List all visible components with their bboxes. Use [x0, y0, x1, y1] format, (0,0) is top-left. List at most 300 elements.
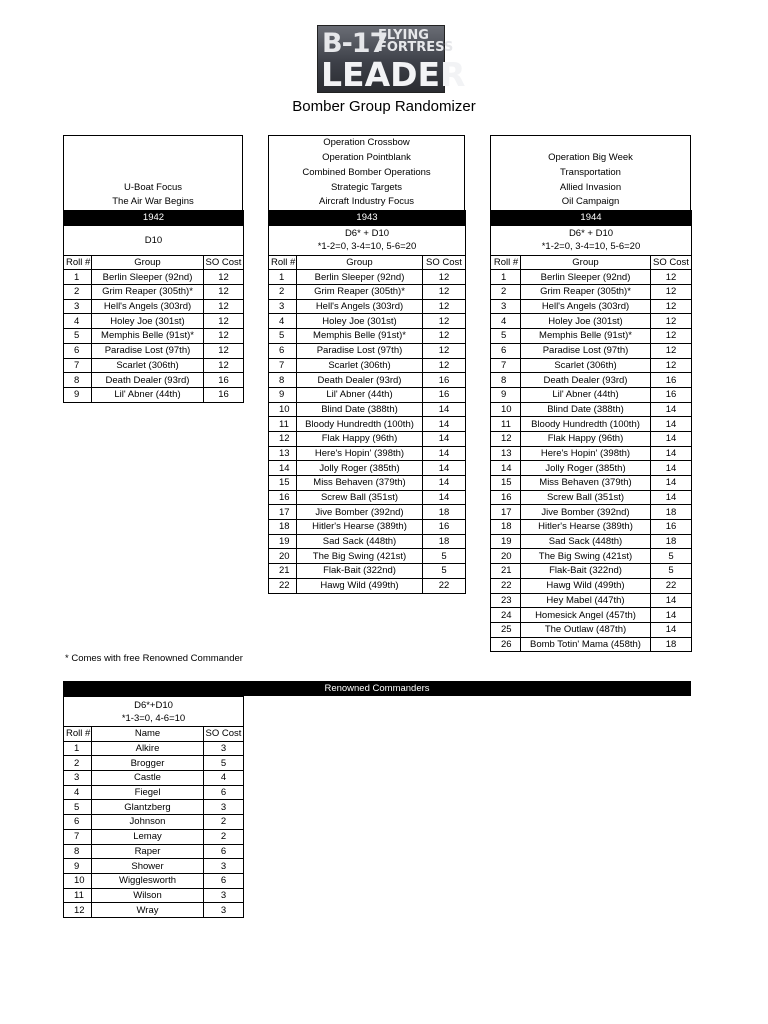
- so-cost: 14: [423, 417, 466, 432]
- roll-number: 11: [64, 888, 92, 903]
- logo-flying-fortress: FLYING FORTRESS: [378, 28, 454, 55]
- ops-1944: [490, 135, 691, 210]
- so-cost: 3: [204, 903, 244, 918]
- table-1944: [490, 210, 692, 652]
- roll-number: 1: [269, 270, 297, 285]
- row-name: Holey Joe (301st): [92, 314, 204, 329]
- row-name: Death Dealer (93rd): [521, 373, 651, 388]
- so-cost: 14: [651, 608, 692, 623]
- row-name: Flak Happy (96th): [521, 431, 651, 446]
- table-row: [64, 815, 244, 830]
- roll-number: 9: [491, 387, 521, 402]
- roll-number: 6: [269, 343, 297, 358]
- row-name: Bloody Hundredth (100th): [297, 417, 423, 432]
- row-name: Flak-Bait (322nd): [521, 564, 651, 579]
- dice-line: *1-2=0, 3-4=10, 5-6=20: [541, 241, 641, 253]
- row-name: Jolly Roger (385th): [521, 461, 651, 476]
- roll-number: 11: [491, 417, 521, 432]
- roll-number: 6: [64, 815, 92, 830]
- so-cost: 12: [423, 358, 466, 373]
- roll-number: 26: [491, 637, 521, 652]
- so-cost: 12: [651, 329, 692, 344]
- row-name: Jive Bomber (392nd): [297, 505, 423, 520]
- dice-row: [491, 225, 692, 255]
- roll-number: 9: [64, 859, 92, 874]
- dice-row: [269, 225, 466, 255]
- so-cost: 6: [204, 785, 244, 800]
- row-name: Hell's Angels (303rd): [297, 299, 423, 314]
- so-cost: 3: [204, 859, 244, 874]
- roll-number: 9: [64, 387, 92, 402]
- row-name: Here's Hopin' (398th): [521, 446, 651, 461]
- so-cost: 12: [204, 270, 244, 285]
- year-row: [269, 211, 466, 226]
- so-cost: 16: [423, 387, 466, 402]
- year-label: 1943: [269, 211, 466, 226]
- row-name: Raper: [92, 844, 204, 859]
- so-cost: 14: [651, 417, 692, 432]
- so-cost: 14: [651, 431, 692, 446]
- table-row: [491, 329, 692, 344]
- so-cost: 5: [651, 564, 692, 579]
- so-cost: 2: [204, 815, 244, 830]
- table-row: [64, 373, 244, 388]
- roll-number: 4: [269, 314, 297, 329]
- so-cost: 18: [651, 505, 692, 520]
- table-row: [269, 446, 466, 461]
- col-header-name: Name: [92, 727, 204, 742]
- logo-b17: B-17: [322, 28, 388, 59]
- table-row: [491, 549, 692, 564]
- roll-number: 21: [269, 564, 297, 579]
- col-header-cost: SO Cost: [204, 727, 244, 742]
- row-name: Blind Date (388th): [521, 402, 651, 417]
- row-name: Hitler's Hearse (389th): [521, 520, 651, 535]
- operation-label: The Air War Begins: [112, 196, 194, 208]
- roll-number: 19: [269, 534, 297, 549]
- roll-number: 12: [491, 431, 521, 446]
- roll-number: 1: [491, 270, 521, 285]
- so-cost: 16: [204, 373, 244, 388]
- so-cost: 5: [651, 549, 692, 564]
- row-name: Sad Sack (448th): [521, 534, 651, 549]
- row-name: Berlin Sleeper (92nd): [297, 270, 423, 285]
- so-cost: 16: [423, 373, 466, 388]
- roll-number: 21: [491, 564, 521, 579]
- table-row: [269, 578, 466, 593]
- table-row: [269, 387, 466, 402]
- row-name: Paradise Lost (97th): [297, 343, 423, 358]
- table-row: [64, 771, 244, 786]
- so-cost: 12: [423, 270, 466, 285]
- so-cost: 14: [651, 461, 692, 476]
- roll-number: 3: [64, 299, 92, 314]
- so-cost: 14: [651, 476, 692, 491]
- roll-number: 16: [269, 490, 297, 505]
- dice-line: *1-3=0, 4-6=10: [121, 712, 186, 724]
- roll-number: 16: [491, 490, 521, 505]
- header-row: [64, 727, 244, 742]
- roll-number: 19: [491, 534, 521, 549]
- table-row: [64, 299, 244, 314]
- so-cost: 14: [423, 490, 466, 505]
- table-row: [491, 373, 692, 388]
- so-cost: 12: [651, 285, 692, 300]
- roll-number: 13: [269, 446, 297, 461]
- so-cost: 12: [423, 285, 466, 300]
- roll-number: 9: [269, 387, 297, 402]
- row-name: Jolly Roger (385th): [297, 461, 423, 476]
- logo-leader: LEADER: [321, 55, 466, 94]
- year-label: 1942: [64, 211, 244, 226]
- table-row: [491, 417, 692, 432]
- col-header-cost: SO Cost: [651, 255, 692, 270]
- roll-number: 5: [64, 800, 92, 815]
- row-name: Brogger: [92, 756, 204, 771]
- row-name: Fiegel: [92, 785, 204, 800]
- row-name: Hitler's Hearse (389th): [297, 520, 423, 535]
- row-name: Shower: [92, 859, 204, 874]
- roll-number: 10: [269, 402, 297, 417]
- so-cost: 14: [651, 593, 692, 608]
- so-cost: 5: [423, 564, 466, 579]
- table-row: [64, 888, 244, 903]
- header-row: [64, 255, 244, 270]
- row-name: Wilson: [92, 888, 204, 903]
- so-cost: 14: [651, 402, 692, 417]
- roll-number: 4: [491, 314, 521, 329]
- table-row: [491, 314, 692, 329]
- table-row: [491, 593, 692, 608]
- so-cost: 12: [204, 285, 244, 300]
- so-cost: 2: [204, 829, 244, 844]
- row-name: Here's Hopin' (398th): [297, 446, 423, 461]
- col-header-group: Group: [297, 255, 423, 270]
- table-row: [64, 829, 244, 844]
- so-cost: 12: [204, 358, 244, 373]
- col-header-roll: Roll #: [64, 727, 92, 742]
- so-cost: 12: [423, 329, 466, 344]
- row-name: The Big Swing (421st): [297, 549, 423, 564]
- row-name: Hell's Angels (303rd): [521, 299, 651, 314]
- row-name: Memphis Belle (91st)*: [521, 329, 651, 344]
- table-row: [64, 859, 244, 874]
- roll-number: 4: [64, 314, 92, 329]
- table-commanders: [63, 696, 244, 918]
- col-header-roll: Roll #: [269, 255, 297, 270]
- roll-number: 15: [269, 476, 297, 491]
- dice-line: D10: [144, 234, 163, 246]
- table-row: [491, 622, 692, 637]
- roll-number: 8: [64, 373, 92, 388]
- so-cost: 12: [204, 299, 244, 314]
- row-name: Paradise Lost (97th): [92, 343, 204, 358]
- so-cost: 22: [423, 578, 466, 593]
- row-name: Holey Joe (301st): [297, 314, 423, 329]
- operation-label: Strategic Targets: [330, 181, 403, 193]
- operation-label: Operation Crossbow: [323, 137, 410, 149]
- roll-number: 14: [269, 461, 297, 476]
- col-header-group: Group: [92, 255, 204, 270]
- roll-number: 23: [491, 593, 521, 608]
- so-cost: 12: [204, 329, 244, 344]
- row-name: The Outlaw (487th): [521, 622, 651, 637]
- row-name: Grim Reaper (305th)*: [92, 285, 204, 300]
- row-name: Holey Joe (301st): [521, 314, 651, 329]
- row-name: Wigglesworth: [92, 873, 204, 888]
- roll-number: 1: [64, 741, 92, 756]
- ops-1943: [268, 135, 465, 210]
- roll-number: 8: [491, 373, 521, 388]
- table-row: [64, 800, 244, 815]
- so-cost: 12: [651, 358, 692, 373]
- row-name: Screw Ball (351st): [297, 490, 423, 505]
- roll-number: 5: [64, 329, 92, 344]
- row-name: Lil' Abner (44th): [297, 387, 423, 402]
- table-row: [269, 417, 466, 432]
- dice-row: [64, 697, 244, 727]
- dice-cell: [64, 697, 244, 727]
- operation-label: Transportation: [560, 166, 621, 178]
- table-row: [269, 299, 466, 314]
- table-row: [491, 608, 692, 623]
- row-name: Berlin Sleeper (92nd): [92, 270, 204, 285]
- table-row: [491, 578, 692, 593]
- so-cost: 12: [651, 314, 692, 329]
- roll-number: 17: [491, 505, 521, 520]
- operation-label: Aircraft Industry Focus: [318, 196, 415, 208]
- table-row: [269, 564, 466, 579]
- operation-label: Oil Campaign: [561, 196, 620, 208]
- table-row: [269, 285, 466, 300]
- ops-1942: [63, 135, 243, 210]
- so-cost: 14: [423, 431, 466, 446]
- table-row: [64, 329, 244, 344]
- table-row: [64, 343, 244, 358]
- so-cost: 12: [204, 314, 244, 329]
- roll-number: 5: [491, 329, 521, 344]
- table-row: [491, 461, 692, 476]
- row-name: Lemay: [92, 829, 204, 844]
- roll-number: 3: [64, 771, 92, 786]
- table-row: [64, 387, 244, 402]
- dice-line: D6* + D10: [344, 228, 390, 240]
- row-name: Hey Mabel (447th): [521, 593, 651, 608]
- row-name: Alkire: [92, 741, 204, 756]
- row-name: Death Dealer (93rd): [92, 373, 204, 388]
- table-row: [269, 270, 466, 285]
- row-name: Memphis Belle (91st)*: [297, 329, 423, 344]
- so-cost: 12: [423, 314, 466, 329]
- so-cost: 4: [204, 771, 244, 786]
- roll-number: 3: [491, 299, 521, 314]
- roll-number: 5: [269, 329, 297, 344]
- row-name: Memphis Belle (91st)*: [92, 329, 204, 344]
- table-row: [491, 534, 692, 549]
- table-row: [64, 741, 244, 756]
- roll-number: 24: [491, 608, 521, 623]
- dice-cell: [491, 225, 692, 255]
- table-row: [491, 358, 692, 373]
- so-cost: 6: [204, 844, 244, 859]
- roll-number: 7: [269, 358, 297, 373]
- table-row: [269, 476, 466, 491]
- so-cost: 6: [204, 873, 244, 888]
- row-name: Scarlet (306th): [521, 358, 651, 373]
- so-cost: 16: [651, 520, 692, 535]
- table-row: [491, 285, 692, 300]
- row-name: Paradise Lost (97th): [521, 343, 651, 358]
- operation-label: U-Boat Focus: [123, 181, 183, 193]
- so-cost: 16: [651, 387, 692, 402]
- roll-number: 7: [491, 358, 521, 373]
- table-row: [64, 756, 244, 771]
- table-row: [269, 373, 466, 388]
- so-cost: 3: [204, 800, 244, 815]
- row-name: Blind Date (388th): [297, 402, 423, 417]
- table-1942: [63, 210, 244, 403]
- table-row: [491, 431, 692, 446]
- roll-number: 10: [491, 402, 521, 417]
- table-row: [269, 343, 466, 358]
- so-cost: 22: [651, 578, 692, 593]
- so-cost: 18: [651, 637, 692, 652]
- row-name: Wray: [92, 903, 204, 918]
- roll-number: 1: [64, 270, 92, 285]
- table-row: [269, 431, 466, 446]
- table-row: [491, 387, 692, 402]
- table-row: [491, 490, 692, 505]
- row-name: Hawg Wild (499th): [521, 578, 651, 593]
- so-cost: 12: [204, 343, 244, 358]
- col-header-roll: Roll #: [64, 255, 92, 270]
- col-header-roll: Roll #: [491, 255, 521, 270]
- row-name: Castle: [92, 771, 204, 786]
- roll-number: 2: [269, 285, 297, 300]
- table-1943: [268, 210, 466, 594]
- roll-number: 18: [491, 520, 521, 535]
- row-name: Flak Happy (96th): [297, 431, 423, 446]
- table-row: [64, 785, 244, 800]
- table-row: [269, 402, 466, 417]
- row-name: Grim Reaper (305th)*: [297, 285, 423, 300]
- col-header-group: Group: [521, 255, 651, 270]
- operation-label: Operation Big Week: [548, 152, 633, 164]
- table-row: [64, 873, 244, 888]
- table-row: [64, 270, 244, 285]
- roll-number: 17: [269, 505, 297, 520]
- roll-number: 2: [491, 285, 521, 300]
- dice-cell: [269, 225, 466, 255]
- table-row: [491, 505, 692, 520]
- commanders-header: Renowned Commanders: [63, 681, 691, 696]
- so-cost: 3: [204, 741, 244, 756]
- table-row: [269, 314, 466, 329]
- row-name: Hell's Angels (303rd): [92, 299, 204, 314]
- row-name: Glantzberg: [92, 800, 204, 815]
- row-name: Homesick Angel (457th): [521, 608, 651, 623]
- year-row: [64, 211, 244, 226]
- table-row: [269, 520, 466, 535]
- so-cost: 14: [651, 446, 692, 461]
- table-row: [269, 490, 466, 505]
- row-name: The Big Swing (421st): [521, 549, 651, 564]
- so-cost: 18: [423, 505, 466, 520]
- roll-number: 6: [491, 343, 521, 358]
- year-row: [491, 211, 692, 226]
- table-row: [64, 903, 244, 918]
- operation-label: Allied Invasion: [559, 181, 622, 193]
- so-cost: 18: [423, 534, 466, 549]
- roll-number: 18: [269, 520, 297, 535]
- so-cost: 16: [204, 387, 244, 402]
- table-row: [269, 549, 466, 564]
- table-row: [269, 505, 466, 520]
- table-row: [269, 358, 466, 373]
- row-name: Flak-Bait (322nd): [297, 564, 423, 579]
- row-name: Lil' Abner (44th): [92, 387, 204, 402]
- dice-line: D6*+D10: [134, 699, 173, 711]
- col-header-cost: SO Cost: [204, 255, 244, 270]
- table-row: [491, 476, 692, 491]
- row-name: Jive Bomber (392nd): [521, 505, 651, 520]
- table-row: [491, 446, 692, 461]
- roll-number: 10: [64, 873, 92, 888]
- operation-label: Operation Pointblank: [322, 152, 411, 164]
- table-row: [64, 358, 244, 373]
- table-row: [269, 534, 466, 549]
- roll-number: 20: [269, 549, 297, 564]
- table-row: [64, 844, 244, 859]
- so-cost: 12: [423, 299, 466, 314]
- roll-number: 11: [269, 417, 297, 432]
- so-cost: 16: [423, 520, 466, 535]
- roll-number: 8: [64, 844, 92, 859]
- table-row: [491, 270, 692, 285]
- so-cost: 14: [423, 402, 466, 417]
- roll-number: 15: [491, 476, 521, 491]
- so-cost: 12: [651, 343, 692, 358]
- so-cost: 12: [423, 343, 466, 358]
- row-name: Screw Ball (351st): [521, 490, 651, 505]
- row-name: Bomb Totin' Mama (458th): [521, 637, 651, 652]
- so-cost: 16: [651, 373, 692, 388]
- row-name: Hawg Wild (499th): [297, 578, 423, 593]
- row-name: Johnson: [92, 815, 204, 830]
- so-cost: 14: [423, 476, 466, 491]
- table-row: [269, 329, 466, 344]
- dice-row: [64, 225, 244, 255]
- row-name: Scarlet (306th): [297, 358, 423, 373]
- table-row: [491, 343, 692, 358]
- roll-number: 3: [269, 299, 297, 314]
- table-row: [491, 402, 692, 417]
- roll-number: 2: [64, 756, 92, 771]
- roll-number: 20: [491, 549, 521, 564]
- roll-number: 7: [64, 829, 92, 844]
- roll-number: 13: [491, 446, 521, 461]
- header-row: [491, 255, 692, 270]
- row-name: Lil' Abner (44th): [521, 387, 651, 402]
- roll-number: 6: [64, 343, 92, 358]
- table-row: [269, 461, 466, 476]
- table-row: [491, 637, 692, 652]
- roll-number: 25: [491, 622, 521, 637]
- so-cost: 14: [423, 461, 466, 476]
- header-row: [269, 255, 466, 270]
- roll-number: 8: [269, 373, 297, 388]
- game-logo: [317, 25, 466, 94]
